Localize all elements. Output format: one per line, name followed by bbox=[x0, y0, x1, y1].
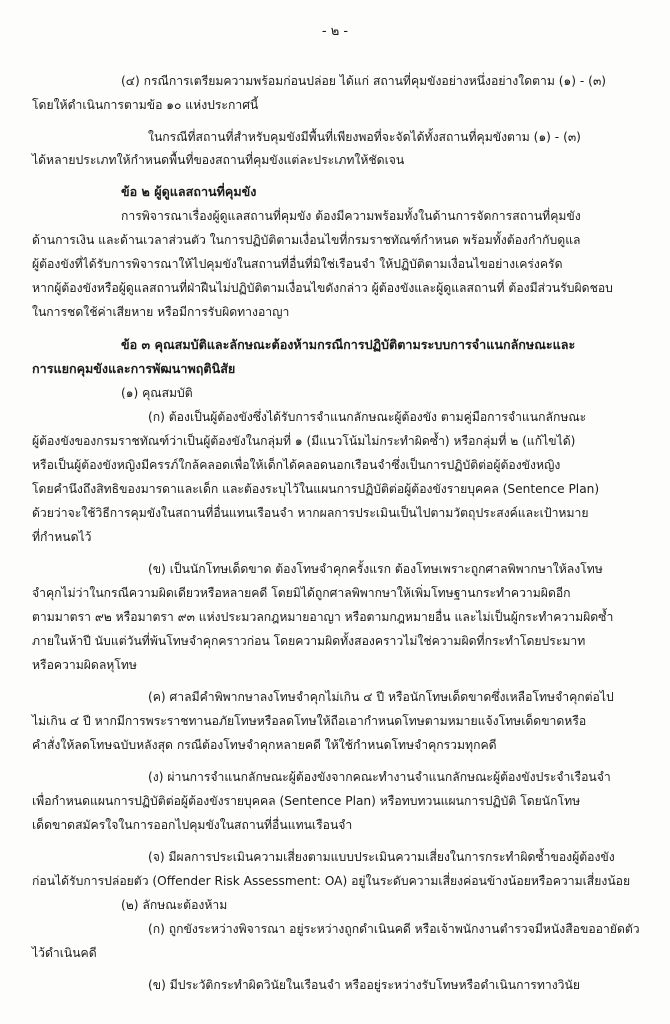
section-heading: ข้อ ๒ ผู้ดูแลสถานที่คุมขัง bbox=[121, 184, 257, 199]
paragraph-line: (จ) มีผลการประเมินความเสี่ยงตามแบบประเมินความเสี่ยงในการกระทำผิดซ้ำของผู้ต้องขัง bbox=[148, 850, 615, 864]
paragraph-line: ผู้ต้องขังที่ได้รับการพิจารณาให้ไปคุมขังในสถานที่อื่นที่มิใช่เรือนจำ ให้ปฏิบัติตามเงื่อนไขอย่างเคร่งครัด bbox=[32, 257, 563, 271]
page-number: - ๒ - bbox=[321, 24, 349, 39]
paragraph-line: เพื่อกำหนดแผนการปฏิบัติต่อผู้ต้องขังรายบุคคล (Sentence Plan) หรือทบทวนแผนการปฏิบัติ โดยนักโทษ bbox=[32, 794, 581, 808]
paragraph-line: ด้วยว่าจะใช้วิธีการคุมขังในสถานที่อื่นแทนเรือนจำ หากผลการประเมินเป็นไปตามวัตถุประสงค์และเป้าหมาย bbox=[32, 506, 589, 520]
paragraph-line: (ข) เป็นนักโทษเด็ดขาด ต้องโทษจำคุกครั้งแรก ต้องโทษเพราะถูกศาลพิพากษาให้ลงโทษ bbox=[148, 562, 603, 576]
paragraph-line: ที่กำหนดไว้ bbox=[32, 530, 92, 544]
paragraph-line: โดยให้ดำเนินการตามข้อ ๑๐ แห่งประกาศนี้ bbox=[32, 98, 259, 112]
paragraph-line: (ก) ต้องเป็นผู้ต้องขังซึ่งได้รับการจำแนกลักษณะผู้ต้องขัง ตามคู่มือการจำแนกลักษณะ bbox=[148, 410, 587, 424]
section-heading-cont: การแยกคุมขังและการพัฒนาพฤตินิสัย bbox=[32, 361, 236, 376]
paragraph-line: (ข) มีประวัติกระทำผิดวินัยในเรือนจำ หรืออยู่ระหว่างรับโทษหรือดำเนินการทางวินัย bbox=[148, 978, 580, 992]
subsection-label: (๒) ลักษณะต้องห้าม bbox=[121, 898, 228, 912]
paragraph-line: (ก) ถูกขังระหว่างพิจารณา อยู่ระหว่างถูกดำเนินคดี หรือเจ้าพนักงานตำรวจมีหนังสือขออายัดตัว bbox=[148, 922, 640, 936]
paragraph-line: (ง) ผ่านการจำแนกลักษณะผู้ต้องขังจากคณะทำงานจำแนกลักษณะผู้ต้องขังประจำเรือนจำ bbox=[148, 770, 611, 784]
subsection-label: (๑) คุณสมบัติ bbox=[121, 386, 193, 400]
section-heading: ข้อ ๓ คุณสมบัติและลักษณะต้องห้ามกรณีการปฏิบัติตามระบบการจำแนกลักษณะและ bbox=[121, 337, 576, 352]
paragraph-line: ตามมาตรา ๙๒ หรือมาตรา ๙๓ แห่งประมวลกฎหมายอาญา หรือตามกฎหมายอื่น และไม่เป็นผู้กระทำความผิดซ้ำ bbox=[32, 610, 614, 624]
paragraph-line: ในการชดใช้ค่าเสียหาย หรือมีการรับผิดทางอาญา bbox=[32, 305, 290, 319]
paragraph-line: การพิจารณาเรื่องผู้ดูแลสถานที่คุมขัง ต้องมีความพร้อมทั้งในด้านการจัดการสถานที่คุมขัง bbox=[121, 209, 581, 223]
paragraph-line: ภายในห้าปี นับแต่วันที่พ้นโทษจำคุกคราวก่อน โดยความผิดทั้งสองคราวไม่ใช่ความผิดที่กระทำโดยประมาท bbox=[32, 634, 586, 648]
paragraph-line: ด้านการเงิน และด้านเวลาส่วนตัว ในการปฏิบัติตามเงื่อนไขที่กรมราชทัณฑ์กำหนด พร้อมทั้งต้องกำกับดูแล bbox=[32, 233, 581, 247]
paragraph-line: จำคุกไม่ว่าในกรณีความผิดเดียวหรือหลายคดี โดยมิได้ถูกศาลพิพากษาให้เพิ่มโทษฐานกระทำความผิดอีก bbox=[32, 586, 571, 600]
paragraph-line: ไม่เกิน ๔ ปี หากมีการพระราชทานอภัยโทษหรือลดโทษให้ถือเอากำหนดโทษตามหมายแจ้งโทษเด็ดขาดหรือ bbox=[32, 714, 587, 728]
paragraph-line: ผู้ต้องขังของกรมราชทัณฑ์ว่าเป็นผู้ต้องขังในกลุ่มที่ ๑ (มีแนวโน้มไม่กระทำผิดซ้ำ) หรือกลุ่มที่ ๒ (แก้ไขได้) bbox=[32, 434, 576, 448]
paragraph-line: ก่อนได้รับการปล่อยตัว (Offender Risk Assessment: OA) อยู่ในระดับความเสี่ยงค่อนข้างน้อยหรือความเสี่ยงน้อย bbox=[32, 874, 631, 888]
paragraph-line: เด็ดขาดสมัครใจในการออกไปคุมขังในสถานที่อื่นแทนเรือนจำ bbox=[32, 818, 353, 832]
paragraph-line: หรือความผิดลหุโทษ bbox=[32, 658, 137, 672]
paragraph-line: ได้หลายประเภทให้กำหนดพื้นที่ของสถานที่คุมขังแต่ละประเภทให้ชัดเจน bbox=[32, 153, 405, 167]
paragraph-line: ในกรณีที่สถานที่สำหรับคุมขังมีพื้นที่เพียงพอที่จะจัดได้ทั้งสถานที่คุมขังตาม (๑) - (๓) bbox=[148, 130, 581, 144]
paragraph-line: ไว้ดำเนินคดี bbox=[32, 946, 97, 960]
paragraph-line: คำสั่งให้ลดโทษฉบับหลังสุด กรณีต้องโทษจำคุกหลายคดี ให้ใช้กำหนดโทษจำคุกรวมทุกคดี bbox=[32, 738, 497, 752]
paragraph-line: หรือเป็นผู้ต้องขังหญิงมีครรภ์ใกล้คลอดเพื่อให้เด็กได้คลอดนอกเรือนจำซึ่งเป็นการปฏิบัติต่อผู้ต้องขังหญิง bbox=[32, 458, 561, 472]
paragraph-line: หากผู้ต้องขังหรือผู้ดูแลสถานที่ฝ่าฝืนไม่ปฏิบัติตามเงื่อนไขดังกล่าว ผู้ต้องขังและผู้ดูแลสถานที่ ต้องมีส่วนรับผิดชอบ bbox=[32, 281, 613, 295]
paragraph-line: (ค) ศาลมีคำพิพากษาลงโทษจำคุกไม่เกิน ๔ ปี หรือนักโทษเด็ดขาดซึ่งเหลือโทษจำคุกต่อไป bbox=[148, 690, 614, 704]
paragraph-line: (๔) กรณีการเตรียมความพร้อมก่อนปล่อย ได้แก่ สถานที่คุมขังอย่างหนึ่งอย่างใดตาม (๑) - (๓) bbox=[121, 74, 607, 88]
paragraph-line: โดยคำนึงถึงสิทธิของมารดาและเด็ก และต้องระบุไว้ในแผนการปฏิบัติต่อผู้ต้องขังรายบุคคล (Sentence Plan) bbox=[32, 482, 600, 496]
